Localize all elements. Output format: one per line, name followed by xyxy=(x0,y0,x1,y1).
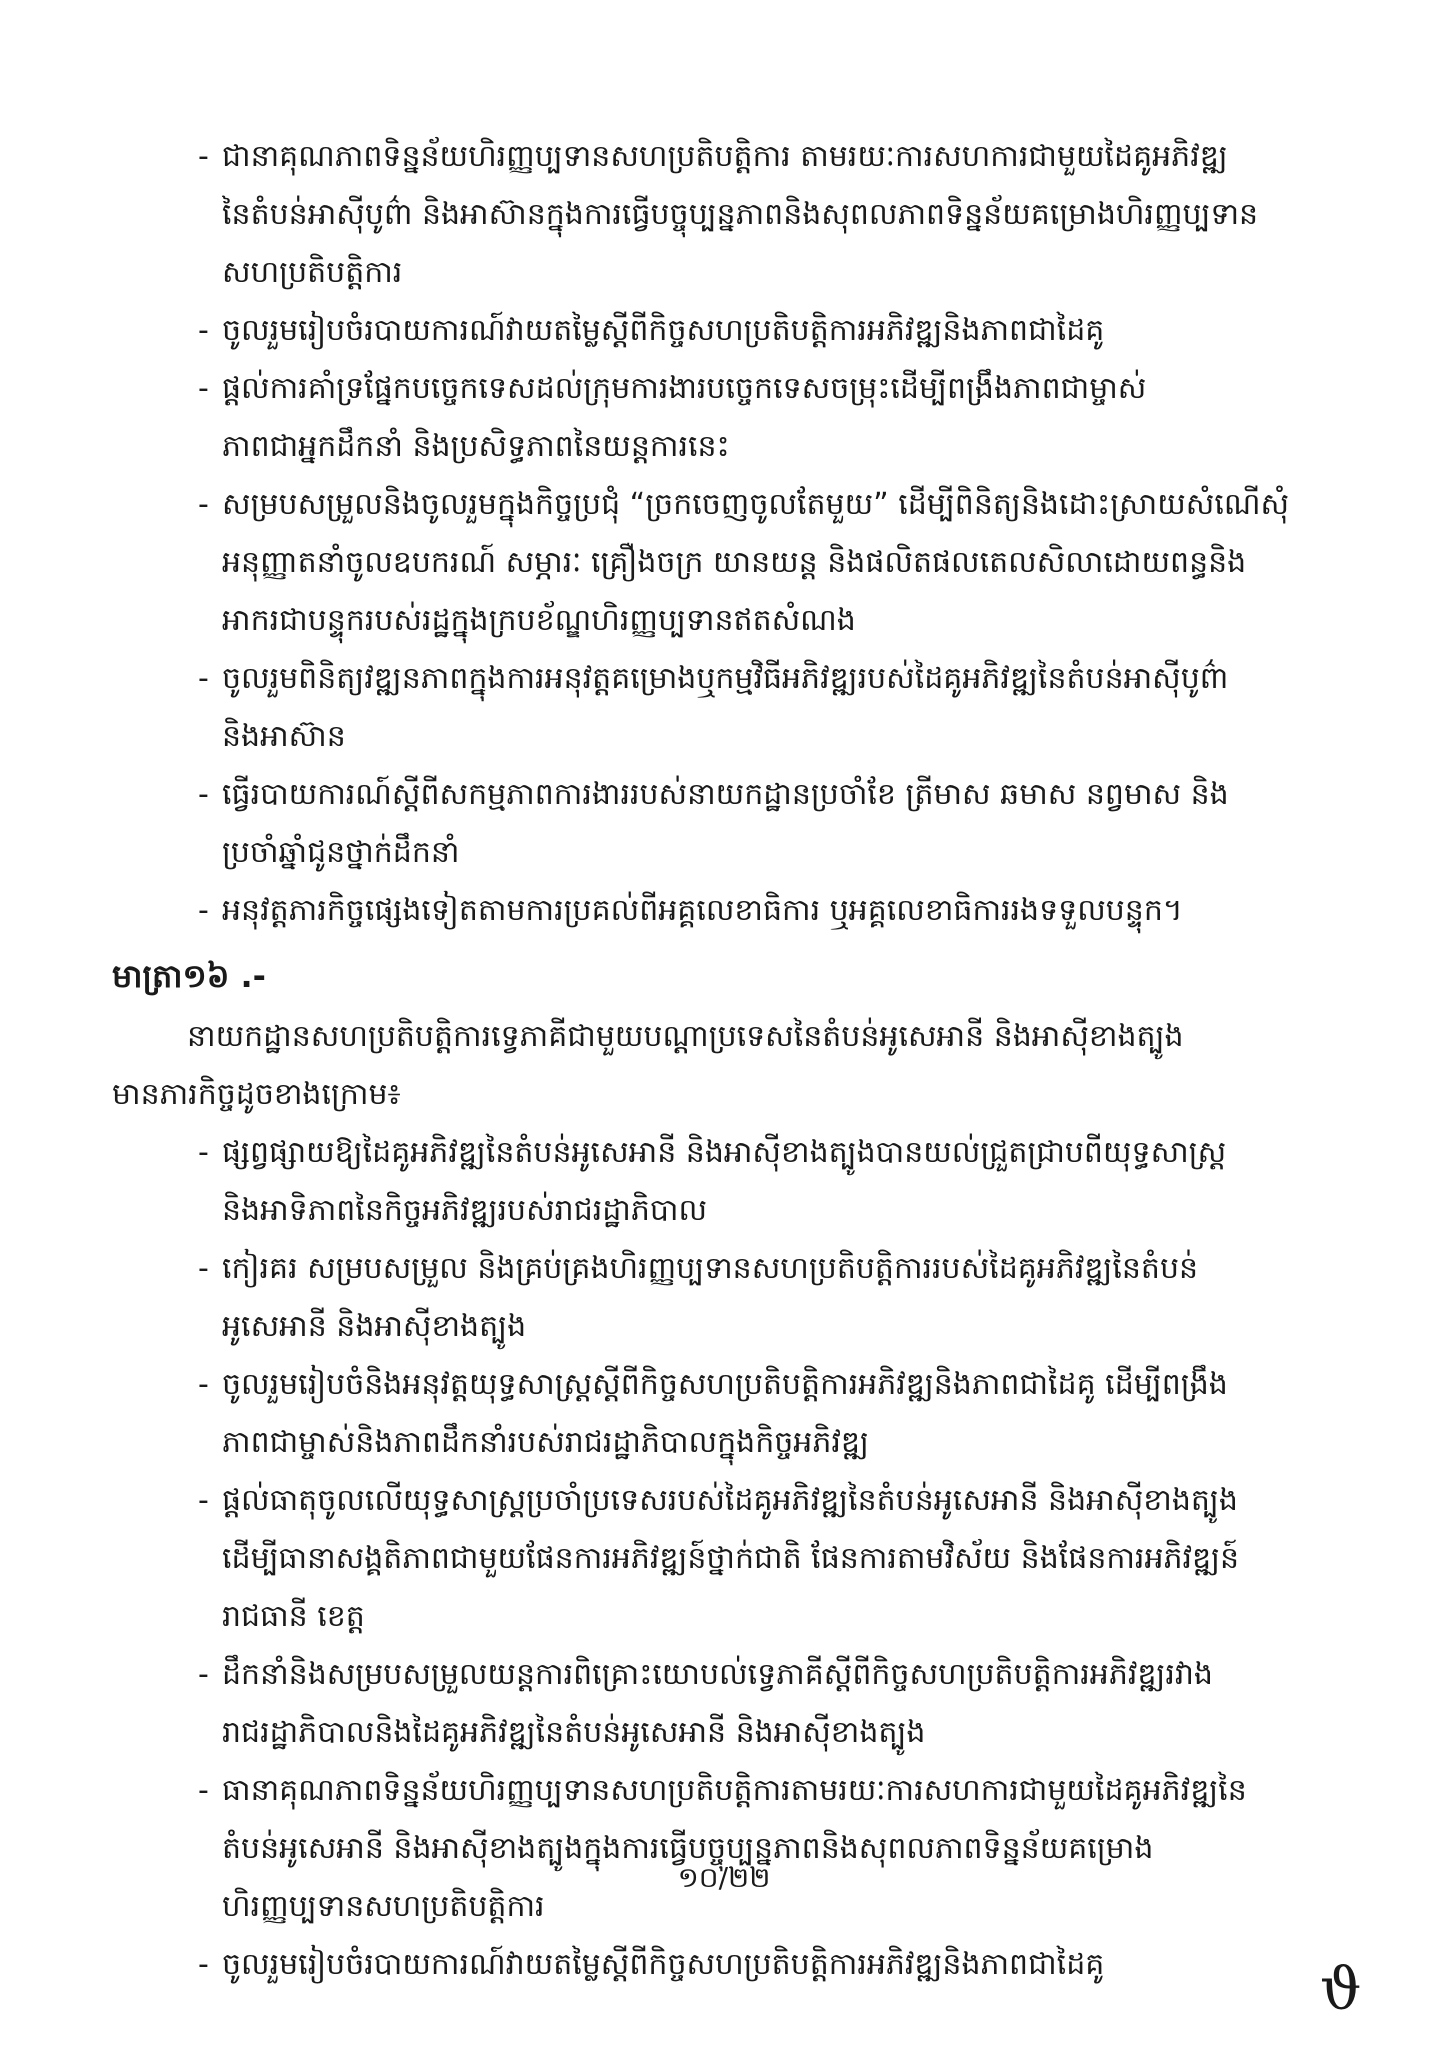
list-item-text-line: អាករជាបន្ទុករបស់រដ្ឋក្នុងក្របខ័ណ្ឌហិរញ្ញប្បទានឥតសំណង xyxy=(222,603,856,638)
list-item-text-line: ចូលរួមរៀបចំរបាយការណ៍វាយតម្លៃស្តីពីកិច្ចសហប្រតិបត្តិការអភិវឌ្ឍនិងភាពជាដៃគូ xyxy=(222,1947,1105,1982)
document-body xyxy=(112,128,1327,1994)
bullet-dash: - xyxy=(198,777,209,812)
list-item xyxy=(112,1936,1327,1994)
list-item-text-line: អនុវត្តភារកិច្ចផ្សេងទៀតតាមការប្រគល់ពីអគ្គលេខាធិការ ឬអគ្គលេខាធិការរងទទួលបន្ទុក។ xyxy=(222,893,1183,928)
list-item-text-line: សម្របសម្រួលនិងចូលរួមក្នុងកិច្ចប្រជុំ “ច្រកចេញចូលតែមួយ” ដើម្បីពិនិត្យនិងដោះស្រាយសំណើសុំ xyxy=(222,487,1290,522)
list-item-text-line: កៀរគរ សម្របសម្រួល និងគ្រប់គ្រងហិរញ្ញប្បទានសហប្រតិបត្តិការរបស់ដៃគូអភិវឌ្ឍនៃតំបន់ xyxy=(222,1251,1199,1286)
bullet-dash: - xyxy=(198,1947,209,1982)
list-item xyxy=(112,128,1327,302)
list-item xyxy=(112,1356,1327,1472)
bullet-dash: - xyxy=(198,1135,209,1170)
list-item-text-line: ភាពជាអ្នកដឹកនាំ និងប្រសិទ្ធភាពនៃយន្តការនេះ xyxy=(222,429,730,464)
list-item xyxy=(112,302,1327,360)
list-item-text-line: ផ្តល់ធាតុចូលលើយុទ្ធសាស្ត្រប្រចាំប្រទេសរបស់ដៃគូអភិវឌ្ឍនៃតំបន់អូសេអានី និងអាស៊ីខាងត្បូង xyxy=(222,1483,1238,1518)
list-item-text-line: រាជធានី ខេត្ត xyxy=(222,1599,365,1634)
list-item xyxy=(112,476,1327,650)
list-item-text-line: ភាពជាម្ចាស់និងភាពដឹកនាំរបស់រាជរដ្ឋាភិបាលក្នុងកិច្ចអភិវឌ្ឍ xyxy=(222,1425,869,1460)
intro-text-line: នាយកដ្ឋានសហប្រតិបត្តិការទ្វេភាគីជាមួយបណ្តាប្រទេសនៃតំបន់អូសេអានី និងអាស៊ីខាងត្បូង xyxy=(187,1019,1184,1054)
list-item-text-line: ដើម្បីធានាសង្គតិភាពជាមួយផែនការអភិវឌ្ឍន៍ថ្នាក់ជាតិ ផែនការតាមវិស័យ និងផែនការអភិវឌ្ឍន៍ xyxy=(222,1541,1240,1576)
list-item-text-line: ធានាគុណភាពទិន្នន័យហិរញ្ញប្បទានសហប្រតិបត្តិការតាមរយៈការសហការជាមួយដៃគូអភិវឌ្ឍនៃ xyxy=(222,1773,1247,1808)
list-item-text-line: ផ្តល់ការគាំទ្រផ្នែកបច្ចេកទេសដល់ក្រុមការងារបច្ចេកទេសចម្រុះដើម្បីពង្រឹងភាពជាម្ចាស់ xyxy=(222,371,1147,406)
list-item xyxy=(112,1124,1327,1240)
intro-text-line: មានភារកិច្ចដូចខាងក្រោម៖ xyxy=(112,1077,401,1112)
list-item-text-line: ចូលរួមរៀបចំរបាយការណ៍វាយតម្លៃស្តីពីកិច្ចសហប្រតិបត្តិការអភិវឌ្ឍនិងភាពជាដៃគូ xyxy=(222,313,1105,348)
bullet-dash: - xyxy=(198,1657,209,1692)
bullet-dash: - xyxy=(198,487,209,522)
bullet-dash: - xyxy=(198,1483,209,1518)
list-item-text-line: អូសេអានី និងអាស៊ីខាងត្បូង xyxy=(222,1309,527,1344)
bullet-dash: - xyxy=(198,371,209,406)
list-item-text-line: ហិរញ្ញប្បទានសហប្រតិបត្តិការ xyxy=(222,1889,545,1924)
list-item-text-line: ផ្សព្វផ្សាយឱ្យដៃគូអភិវឌ្ឍនៃតំបន់អូសេអានី និងអាស៊ីខាងត្បូងបានយល់ជ្រួតជ្រាបពីយុទ្ធសាស្ត្រ xyxy=(222,1135,1227,1170)
list-item-text-line: សហប្រតិបត្តិការ xyxy=(222,255,403,290)
bullet-dash: - xyxy=(198,1367,209,1402)
list-item-text-line: ធ្វើរបាយការណ៍ស្តីពីសកម្មភាពការងាររបស់នាយកដ្ឋានប្រចាំខែ ត្រីមាស ឆមាស នព្វមាស និង xyxy=(222,777,1229,812)
article-heading: មាត្រា១៦ .- xyxy=(112,957,266,995)
list-item xyxy=(112,882,1327,940)
list-item xyxy=(112,766,1327,882)
list-item xyxy=(112,1646,1327,1762)
list-item-text-line: ដឹកនាំនិងសម្របសម្រួលយន្តការពិគ្រោះយោបល់ទ្វេភាគីស្តីពីកិច្ចសហប្រតិបត្តិការអភិវឌ្ឍរវាង xyxy=(222,1657,1213,1692)
bullet-dash: - xyxy=(198,1773,209,1808)
list-item xyxy=(112,1240,1327,1356)
task-list-section-15 xyxy=(112,128,1327,940)
list-item-text-line: តំបន់អូសេអានី និងអាស៊ីខាងត្បូងក្នុងការធ្វើបច្ចុប្បន្នភាពនិងសុពលភាពទិន្នន័យគម្រោង xyxy=(222,1831,1154,1866)
list-item-text-line: ប្រចាំឆ្នាំជូនថ្នាក់ដឹកនាំ xyxy=(222,835,460,870)
bullet-dash: - xyxy=(198,893,209,928)
list-item-text-line: និងអាទិភាពនៃកិច្ចអភិវឌ្ឍរបស់រាជរដ្ឋាភិបាល xyxy=(222,1193,708,1228)
list-item-text-line: និងអាស៊ាន xyxy=(222,719,346,754)
list-item xyxy=(112,1762,1327,1936)
bullet-dash: - xyxy=(198,139,209,174)
handwritten-mark: ϑ xyxy=(1320,1955,1362,2023)
bullet-dash: - xyxy=(198,1251,209,1286)
article-intro-paragraph xyxy=(112,1008,1327,1124)
list-item-text-line: នៃតំបន់អាស៊ីបូព៌ា និងអាស៊ានក្នុងការធ្វើបច្ចុប្បន្នភាពនិងសុពលភាពទិន្នន័យគម្រោងហិរញ្ញប្បទាន xyxy=(222,197,1259,232)
list-item-text-line: ជានាគុណភាពទិន្នន័យហិរញ្ញប្បទានសហប្រតិបត្តិការ តាមរយៈការសហការជាមួយដៃគូអភិវឌ្ឍ xyxy=(222,139,1228,174)
list-item xyxy=(112,1472,1327,1646)
page-number: ១០/២២ xyxy=(677,1861,771,1894)
list-item-text-line: រាជរដ្ឋាភិបាលនិងដៃគូអភិវឌ្ឍនៃតំបន់អូសេអានី និងអាស៊ីខាងត្បូង xyxy=(222,1715,926,1750)
bullet-dash: - xyxy=(198,313,209,348)
list-item-text-line: អនុញ្ញាតនាំចូលឧបករណ៍ សម្ភារៈ គ្រឿងចក្រ យានយន្ត និងផលិតផលតេលសិលាដោយពន្ធនិង xyxy=(222,545,1247,580)
list-item-text-line: ចូលរួមពិនិត្យវឌ្ឍនភាពក្នុងការអនុវត្តគម្រោងឬកម្មវិធីអភិវឌ្ឍរបស់ដៃគូអភិវឌ្ឍនៃតំបន់អាស៊ីបូព៌ា xyxy=(222,661,1229,696)
list-item xyxy=(112,650,1327,766)
list-item-text-line: ចូលរួមរៀបចំនិងអនុវត្តយុទ្ធសាស្ត្រស្តីពីកិច្ចសហប្រតិបត្តិការអភិវឌ្ឍនិងភាពជាដៃគូ ដើម្បីពង្រឹង xyxy=(222,1367,1228,1402)
bullet-dash: - xyxy=(198,661,209,696)
list-item xyxy=(112,360,1327,476)
